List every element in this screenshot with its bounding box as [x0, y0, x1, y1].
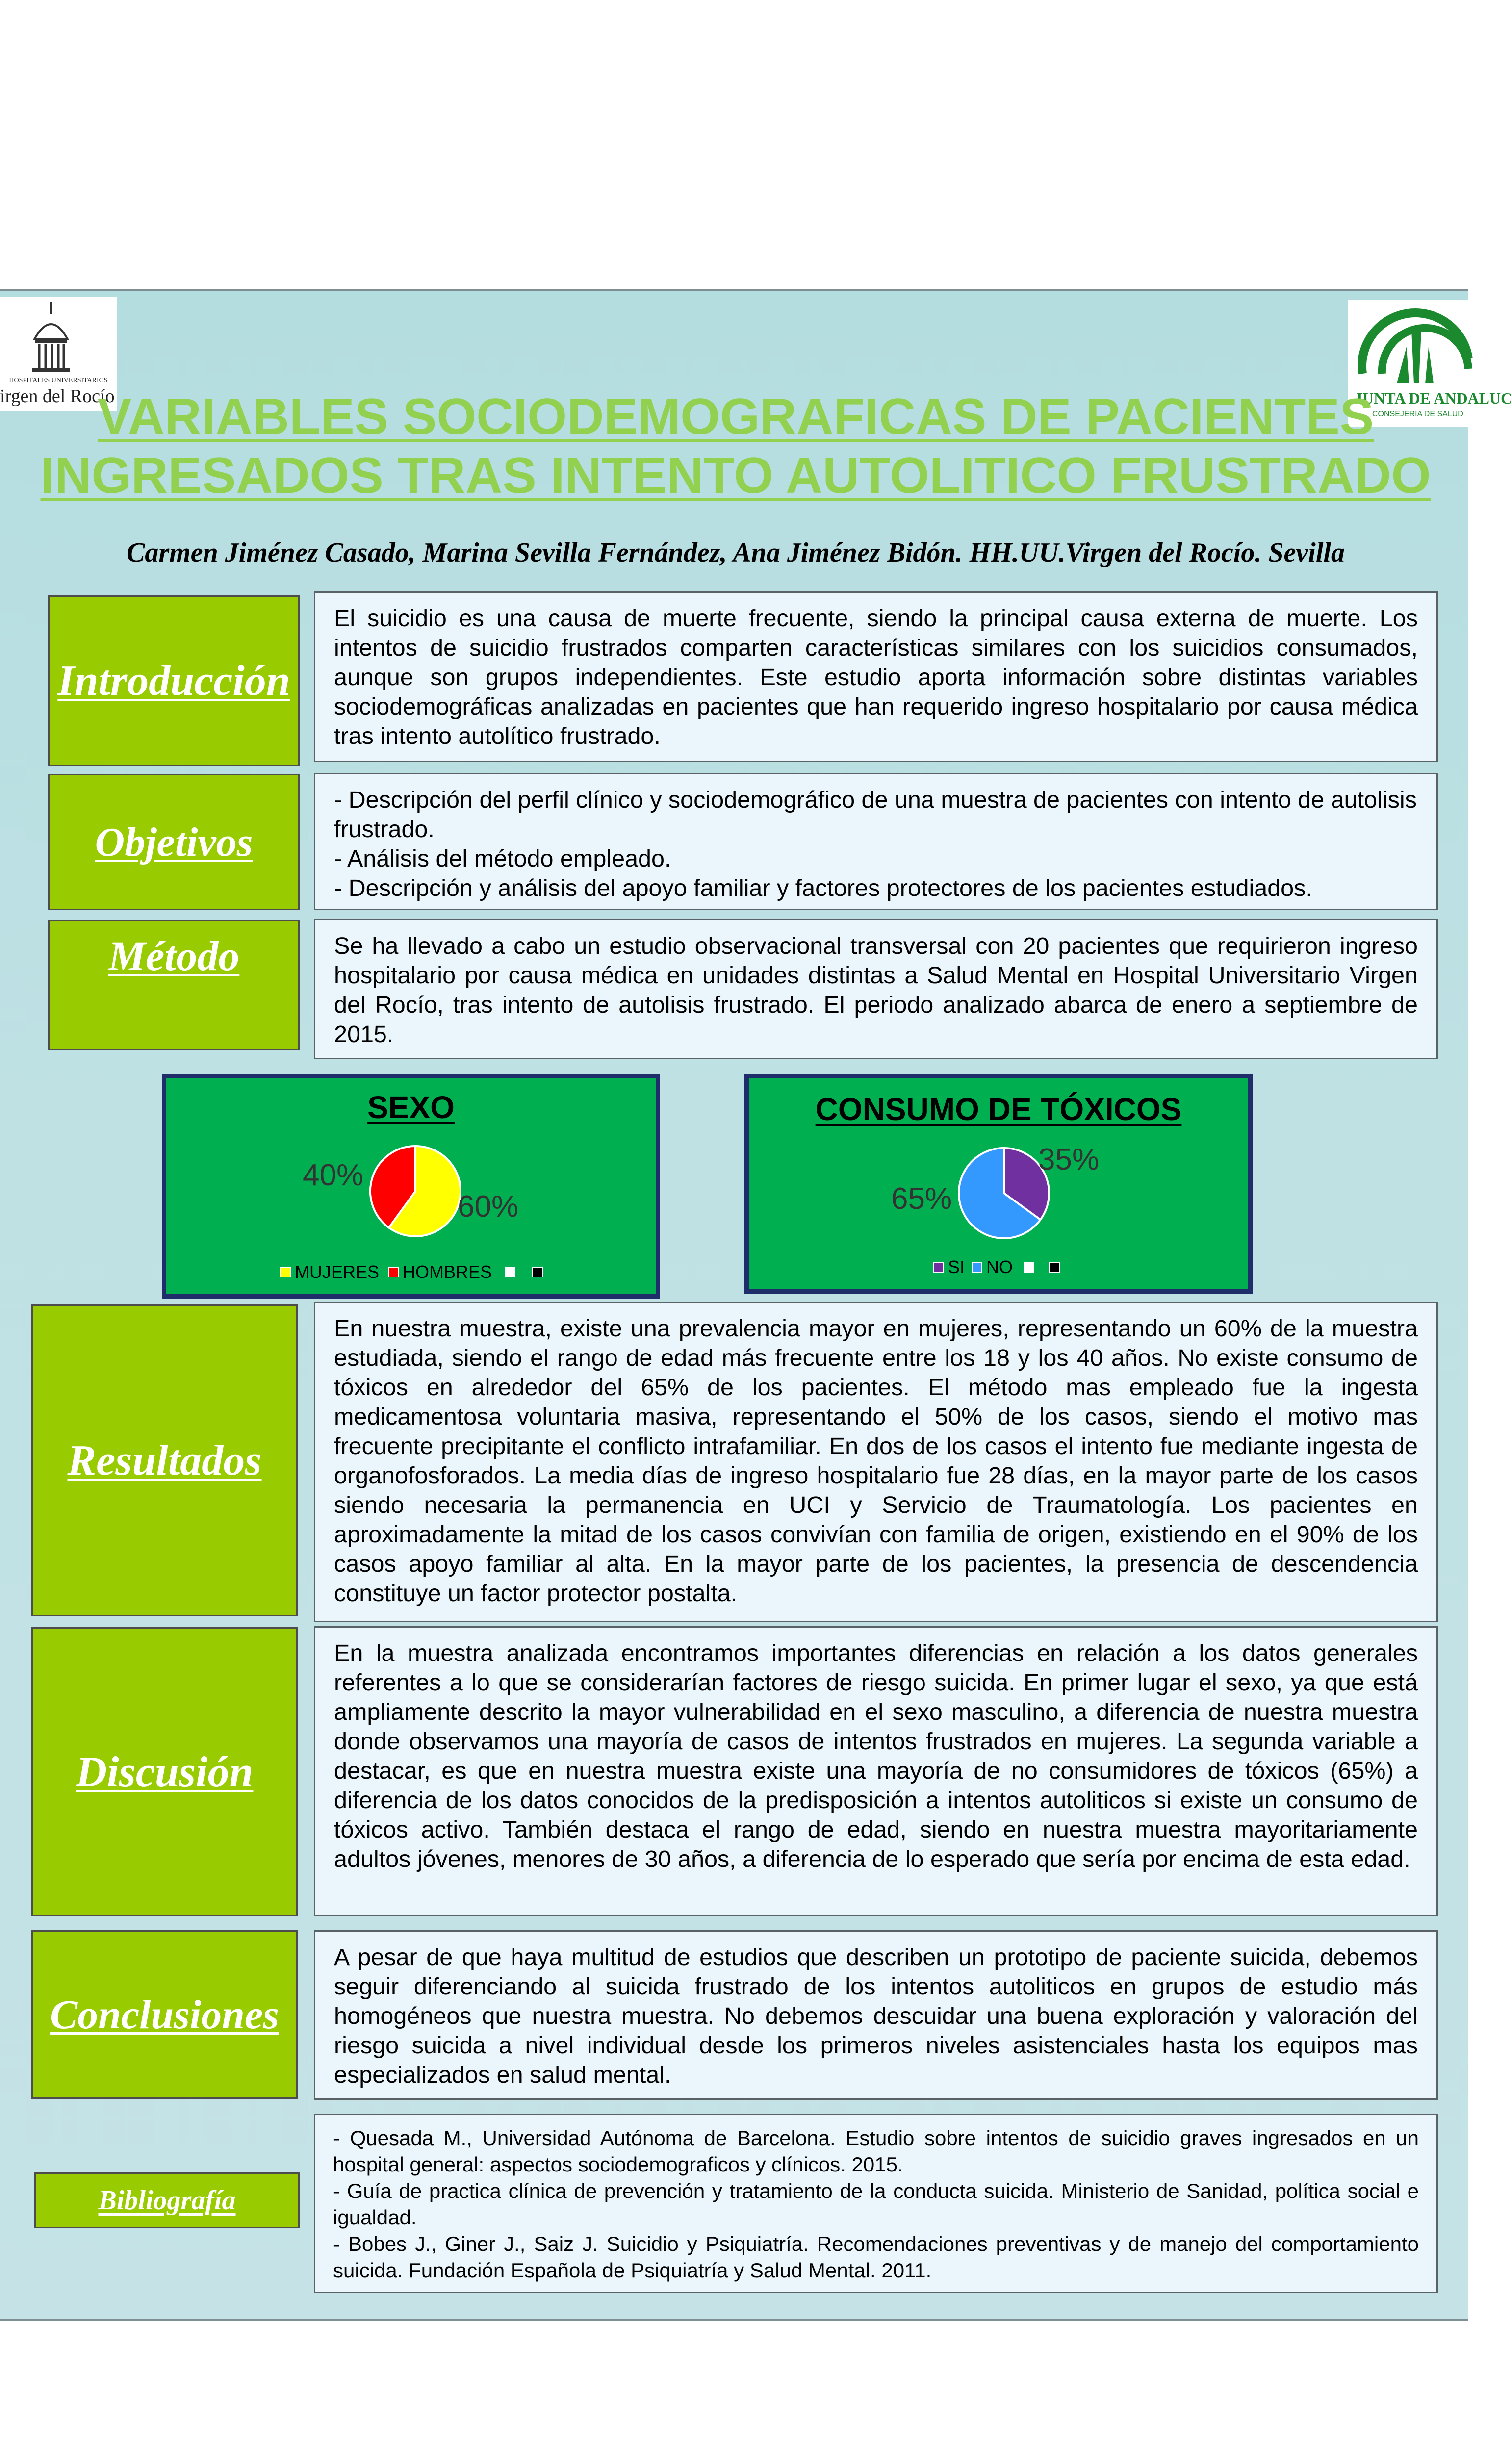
sexo-label-hombres: 40%	[303, 1158, 364, 1192]
hospital-logo-line1: HOSPITALES UNIVERSITARIOS	[9, 377, 108, 384]
objetivos-item: - Descripción y análisis del apoyo familiar y factores protectores de los pacientes estudiados.	[334, 875, 1312, 901]
bibliografia-box	[314, 2114, 1438, 2293]
resultados-label	[31, 1304, 298, 1616]
conclusiones-label-text: Conclusiones	[50, 1992, 279, 2038]
toxicos-legend	[933, 1257, 1064, 1277]
objetivos-item: - Análisis del método empleado.	[334, 845, 671, 872]
bibliografia-item: - Guía de practica clínica de prevención y tratamiento de la conducta suicida. Ministerio de Sanidad, política social e igualdad.	[333, 2179, 1419, 2229]
conclusiones-label	[31, 1930, 298, 2099]
metodo-label-text: Método	[108, 932, 240, 979]
introduccion-label	[48, 595, 300, 766]
legend-swatch-no	[972, 1262, 982, 1273]
sexo-label-mujeres: 60%	[458, 1190, 519, 1224]
resultados-text: En nuestra muestra, existe una prevalencia mayor en mujeres, representando un 60% de la muestra estudiada, siendo el rango de edad más frecuente entre los 18 y los 40 años. No existe consumo de tóxicos en alrededor del 65% de los pacientes. El método mas empleado fue la ingesta medicamentosa voluntaria masiva, representando el 50% de los casos, siendo el motivo mas frecuente precipitante el conflicto intrafamiliar. En dos de los casos el intento fue mediante ingesta de organofosforados. La media días de ingreso hospitalario fue 28 días, en la mayor parte de los casos siendo necesaria la permanencia en UCI y Servicio de Traumatología. Los pacientes en aproximadamente la mitad de los casos convivían con familia de origen, existiendo en el 90% de los casos apoyo familiar al alta. En la mayor parte de los pacientes, la presencia de descendencia constituye un factor protector postalta.	[334, 1315, 1418, 1607]
conclusiones-text: A pesar de que haya multitud de estudios que describen un prototipo de paciente suicida, debemos seguir diferenciando al suicida frustrado de los intentos autoliticos en grupos de estudio más homogéneos que nuestra muestra. No debemos descuidar una buena exploración y valoración del riesgo suicida a nivel individual desde los primeros niveles asistenciales hasta los equipos mas especializados en salud mental.	[334, 1944, 1418, 2088]
legend-swatch-empty	[532, 1267, 543, 1277]
legend-swatch-si	[933, 1262, 944, 1273]
legend-swatch-mujeres	[280, 1267, 291, 1277]
introduccion-label-text: Introducción	[57, 657, 290, 705]
bibliografia-label-text: Bibliografía	[98, 2185, 236, 2216]
sexo-chart	[162, 1074, 660, 1299]
discusion-label	[31, 1627, 298, 1916]
discusion-label-text: Discusión	[76, 1748, 254, 1796]
sexo-chart-title: SEXO	[367, 1090, 455, 1125]
sexo-pie	[366, 1142, 464, 1240]
legend-label-no: NO	[986, 1257, 1013, 1277]
resultados-label-text: Resultados	[67, 1436, 262, 1484]
conclusiones-box	[314, 1930, 1438, 2100]
discusion-text: En la muestra analizada encontramos importantes diferencias en relación a los datos generales referentes a lo que se considerarían factores de riesgo suicida. En primer lugar el sexo, ya que está ampliamente descrito la mayor vulnerabilidad en el sexo masculino, a diferencia de nuestra muestra donde observamos una mayoría de casos de intentos frustrados en mujeres. La segunda variable a destacar, es que en nuestra muestra existe una mayoría de no consumidores de tóxicos (65%) a diferencia de los datos conocidos de la predisposición a intentos autoliticos si existe un consumo de tóxicos activo. También destaca el rango de edad, siendo en nuestra muestra mayoritariamente adultos jóvenes, menores de 30 años, a diferencia de lo esperado que sería por encima de esta edad.	[334, 1640, 1418, 1872]
toxicos-chart-title: CONSUMO DE TÓXICOS	[815, 1092, 1182, 1127]
metodo-label	[48, 920, 300, 1050]
objetivos-label-text: Objetivos	[95, 819, 253, 865]
metodo-box	[314, 919, 1438, 1059]
toxicos-label-si: 35%	[1038, 1143, 1100, 1176]
bibliografia-label	[34, 2172, 300, 2228]
introduccion-text: El suicidio es una causa de muerte frecuente, siendo la principal causa externa de muerte. Los intentos de suicidio frustrados comparten características similares con los suicidios consumados, aunque son grupos independientes. Este estudio aporta información sobre distintas variables sociodemográficas analizadas en pacientes que han requerido ingreso hospitalario por causa médica tras intento autolítico frustrado.	[334, 605, 1418, 749]
bibliografia-item: - Quesada M., Universidad Autónoma de Barcelona. Estudio sobre intentos de suicidio graves ingresados en un hospital general: aspectos sociodemograficos y clínicos. 2015.	[333, 2126, 1419, 2176]
introduccion-box	[314, 591, 1438, 762]
objetivos-item: - Descripción del perfil clínico y sociodemográfico de una muestra de pacientes con intento de autolisis frustrado.	[334, 787, 1417, 843]
legend-label-si: SI	[948, 1257, 965, 1277]
legend-swatch-empty	[1024, 1262, 1034, 1273]
legend-swatch-empty	[505, 1267, 515, 1277]
hospital-logo-line2: irgen del Rocío	[0, 386, 115, 407]
hospital-dome-icon	[0, 299, 117, 378]
toxicos-chart	[744, 1074, 1253, 1294]
legend-label-mujeres: MUJERES	[295, 1262, 380, 1282]
objetivos-box	[314, 773, 1438, 910]
authors-line: Carmen Jiménez Casado, Marina Sevilla Fernández, Ana Jiménez Bidón. HH.UU.Virgen del Rocío. Sevilla	[127, 537, 1345, 568]
junta-emblem-icon	[1348, 300, 1468, 383]
legend-swatch-hombres	[388, 1267, 399, 1277]
sexo-legend	[280, 1262, 547, 1282]
junta-logo-line2: CONSEJERIA DE SALUD	[1372, 410, 1463, 418]
objetivos-label	[48, 774, 300, 910]
junta-logo-line1: JUNTA DE ANDALUC	[1355, 389, 1512, 407]
legend-label-hombres: HOMBRES	[403, 1262, 492, 1282]
resultados-box	[314, 1302, 1438, 1622]
legend-swatch-empty	[1049, 1262, 1060, 1273]
bibliografia-item: - Bobes J., Giner J., Saiz J. Suicidio y Psiquiatría. Recomendaciones preventivas y de manejo del comportamiento suicida. Fundación Española de Psiquiatría y Salud Mental. 2011.	[333, 2232, 1419, 2282]
discusion-box	[314, 1626, 1438, 1916]
poster-title-line2: INGRESADOS TRAS INTENTO AUTOLITICO FRUSTRADO	[40, 447, 1431, 504]
poster-title-line1: VARIABLES SOCIODEMOGRAFICAS DE PACIENTES	[97, 388, 1374, 445]
metodo-text: Se ha llevado a cabo un estudio observacional transversal con 20 pacientes que requirieron ingreso hospitalario por causa médica en unidades distintas a Salud Mental en Hospital Universitario Virgen del Rocío, tras intento de autolisis frustrado. El periodo analizado abarca de enero a septiembre de 2015.	[334, 933, 1418, 1047]
toxicos-label-no: 65%	[891, 1182, 952, 1216]
